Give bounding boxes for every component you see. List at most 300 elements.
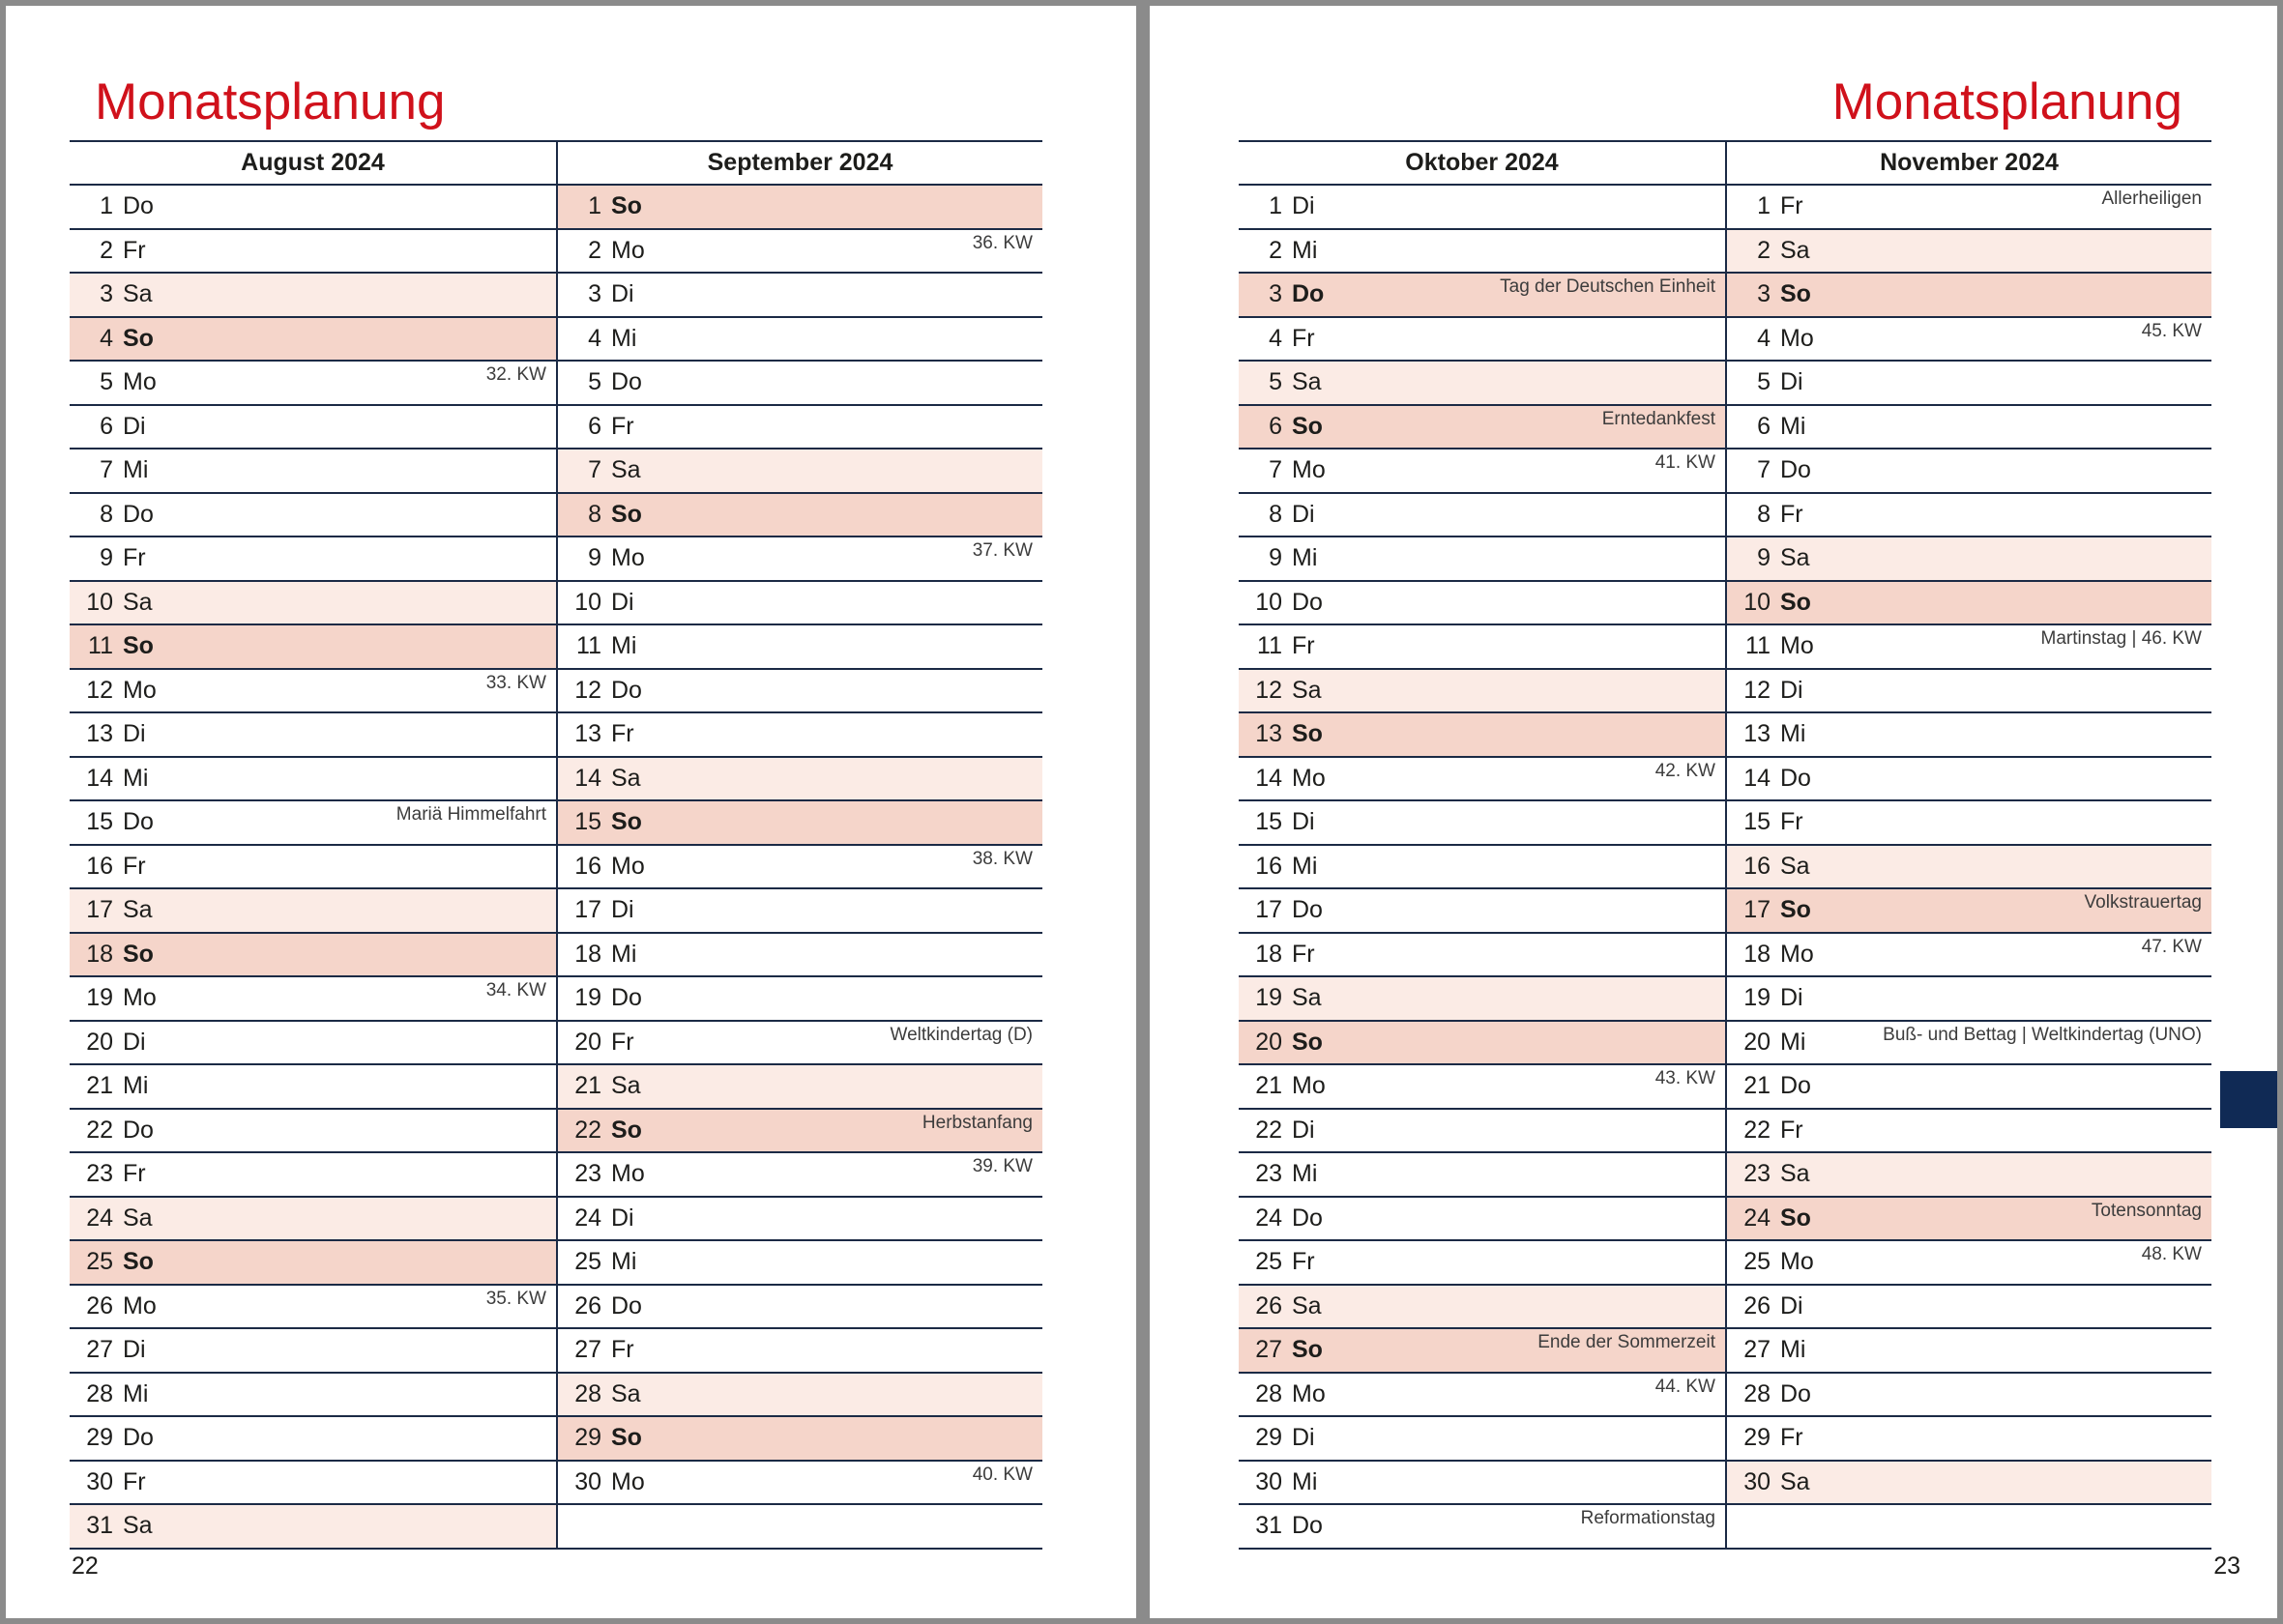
day-row (70, 1374, 556, 1418)
weekday-label: Mi (611, 1248, 637, 1276)
weekday-label: Mi (123, 764, 149, 792)
day-number: 1 (1757, 192, 1771, 220)
day-number: 27 (1743, 1336, 1771, 1364)
day-row (70, 1241, 556, 1286)
weekday-label: Fr (123, 1160, 146, 1188)
weekday-label: Di (611, 280, 634, 308)
day-row (1727, 977, 2211, 1022)
day-row (1239, 889, 1725, 934)
weekday-label: Sa (1292, 676, 1322, 704)
weekday-label: Sa (611, 1072, 641, 1100)
day-row (558, 582, 1042, 626)
weekday-label: Do (123, 192, 154, 220)
day-number: 6 (1269, 412, 1282, 440)
day-number: 25 (574, 1248, 601, 1276)
day-row (1239, 1022, 1725, 1066)
day-number: 18 (1255, 940, 1282, 968)
day-number: 25 (86, 1248, 113, 1276)
day-row (558, 1417, 1042, 1462)
weekday-label: Do (1780, 764, 1811, 792)
day-note: Mariä Himmelfahrt (395, 804, 546, 825)
day-note: Buß- und Bettag | Weltkindertag (UNO) (1883, 1024, 2202, 1045)
day-number: 12 (1743, 676, 1771, 704)
weekday-label: Mo (611, 236, 645, 264)
day-row (1239, 1065, 1725, 1110)
weekday-label: Sa (1292, 1291, 1322, 1320)
day-number: 21 (86, 1072, 113, 1100)
weekday-label: Mo (1780, 324, 1814, 352)
weekday-label: Do (611, 984, 642, 1012)
day-number: 8 (1757, 500, 1771, 528)
day-number: 2 (1757, 236, 1771, 264)
weekday-label: Mi (1292, 236, 1318, 264)
weekday-label: Mi (1292, 1160, 1318, 1188)
day-number: 3 (1757, 280, 1771, 308)
day-row (70, 582, 556, 626)
day-row (70, 713, 556, 758)
day-row (1727, 801, 2211, 846)
weekday-label: Do (123, 1424, 154, 1452)
day-number: 14 (86, 764, 113, 792)
month-header: November 2024 (1727, 140, 2211, 186)
day-number: 26 (1255, 1291, 1282, 1320)
day-row (1239, 1462, 1725, 1506)
day-row (1727, 1374, 2211, 1418)
day-number: 8 (1269, 500, 1282, 528)
weekday-label: So (611, 1116, 642, 1144)
day-row (70, 889, 556, 934)
day-note: Ende der Sommerzeit (1537, 1332, 1715, 1352)
day-number: 17 (574, 896, 601, 924)
day-note: 45. KW (2141, 320, 2202, 341)
day-number: 30 (86, 1467, 113, 1495)
day-number: 29 (86, 1424, 113, 1452)
weekday-label: Do (611, 1291, 642, 1320)
day-note: 40. KW (972, 1464, 1033, 1485)
day-number: 19 (1255, 984, 1282, 1012)
day-row (1239, 625, 1725, 670)
weekday-label: Do (1780, 1379, 1811, 1407)
day-row (70, 625, 556, 670)
weekday-label: Mo (611, 544, 645, 572)
day-number: 19 (86, 984, 113, 1012)
weekday-label: Di (123, 1028, 146, 1056)
day-row (1727, 1505, 2211, 1550)
day-number: 20 (1255, 1028, 1282, 1056)
day-number: 27 (86, 1336, 113, 1364)
day-row (1239, 230, 1725, 275)
day-row (1239, 1374, 1725, 1418)
weekday-label: Mi (1780, 1336, 1806, 1364)
day-note: 37. KW (972, 540, 1033, 561)
day-row (1727, 1286, 2211, 1330)
day-row (1727, 1065, 2211, 1110)
weekday-label: Fr (611, 1028, 634, 1056)
month-column-september (558, 140, 1042, 1550)
day-row (1239, 977, 1725, 1022)
day-row (1727, 713, 2211, 758)
weekday-label: Fr (123, 1467, 146, 1495)
day-number: 30 (574, 1467, 601, 1495)
weekday-label: Sa (1292, 368, 1322, 396)
day-row (558, 1065, 1042, 1110)
weekday-label: Fr (611, 412, 634, 440)
weekday-label: Di (123, 720, 146, 748)
day-number: 18 (86, 940, 113, 968)
day-row (558, 846, 1042, 890)
weekday-label: Mi (123, 1379, 149, 1407)
day-number: 20 (574, 1028, 601, 1056)
day-note: Volkstrauertag (2084, 892, 2202, 913)
weekday-label: Mo (123, 984, 157, 1012)
day-number: 12 (574, 676, 601, 704)
day-number: 7 (100, 456, 113, 484)
day-number: 24 (1255, 1204, 1282, 1232)
weekday-label: Di (1292, 1116, 1315, 1144)
day-row (1239, 406, 1725, 450)
day-number: 13 (1255, 720, 1282, 748)
weekday-label: Do (611, 676, 642, 704)
day-row (1727, 186, 2211, 230)
weekday-label: So (1292, 720, 1323, 748)
day-number: 7 (1757, 456, 1771, 484)
day-number: 13 (86, 720, 113, 748)
day-row (558, 494, 1042, 538)
register-tab (2220, 1071, 2277, 1128)
day-number: 24 (86, 1204, 113, 1232)
day-row (1239, 450, 1725, 494)
weekday-label: Do (123, 500, 154, 528)
day-row (558, 406, 1042, 450)
day-row (70, 1462, 556, 1506)
day-number: 1 (1269, 192, 1282, 220)
day-row (1727, 1022, 2211, 1066)
right-page (1150, 6, 2277, 1618)
day-row (1239, 1153, 1725, 1198)
day-row (70, 1286, 556, 1330)
weekday-label: So (1780, 588, 1811, 616)
month-grid (70, 140, 1042, 1550)
day-row (1239, 934, 1725, 978)
day-row (1727, 625, 2211, 670)
weekday-label: Di (1780, 1291, 1803, 1320)
day-note: Tag der Deutschen Einheit (1500, 276, 1715, 297)
weekday-label: Do (1292, 1512, 1323, 1540)
day-number: 11 (576, 632, 601, 660)
day-note: Reformationstag (1580, 1508, 1715, 1528)
weekday-label: So (123, 632, 154, 660)
weekday-label: Mo (1292, 764, 1326, 792)
day-note: Weltkindertag (D) (890, 1024, 1033, 1045)
day-number: 6 (588, 412, 601, 440)
day-number: 7 (1269, 456, 1282, 484)
day-number: 12 (1255, 676, 1282, 704)
day-note: 32. KW (485, 364, 546, 385)
weekday-label: Do (1292, 280, 1325, 308)
day-note: 41. KW (1654, 452, 1715, 473)
day-row (70, 758, 556, 802)
day-row (1727, 362, 2211, 406)
weekday-label: Do (1780, 1072, 1811, 1100)
day-row (1727, 406, 2211, 450)
weekday-label: Sa (123, 1512, 153, 1540)
weekday-label: Di (611, 896, 634, 924)
day-number: 2 (100, 236, 113, 264)
day-number: 10 (86, 588, 113, 616)
weekday-label: Mo (1780, 632, 1814, 660)
weekday-label: Mi (1780, 1028, 1806, 1056)
day-note: 34. KW (485, 980, 546, 1000)
day-number: 18 (574, 940, 601, 968)
day-row (70, 670, 556, 714)
day-note: 36. KW (972, 232, 1033, 253)
weekday-label: Fr (123, 236, 146, 264)
weekday-label: Mo (1780, 940, 1814, 968)
day-number: 29 (574, 1424, 601, 1452)
day-number: 2 (1269, 236, 1282, 264)
month-column-november (1727, 140, 2211, 1550)
day-number: 17 (86, 896, 113, 924)
day-row (1239, 537, 1725, 582)
weekday-label: So (123, 940, 154, 968)
day-row (1727, 1241, 2211, 1286)
day-number: 15 (86, 808, 113, 836)
day-row (1239, 1110, 1725, 1154)
day-row (1727, 450, 2211, 494)
weekday-label: So (1292, 1028, 1323, 1056)
weekday-label: Mi (1292, 544, 1318, 572)
weekday-label: Sa (1780, 1160, 1810, 1188)
day-row (70, 362, 556, 406)
page-number: 23 (2213, 1552, 2240, 1580)
weekday-label: Mi (1292, 1467, 1318, 1495)
day-number: 12 (86, 676, 113, 704)
day-number: 24 (1743, 1204, 1771, 1232)
day-number: 4 (100, 324, 113, 352)
day-note: 48. KW (2141, 1244, 2202, 1264)
day-number: 29 (1255, 1424, 1282, 1452)
day-row (70, 230, 556, 275)
day-number: 21 (1743, 1072, 1771, 1100)
day-number: 25 (1743, 1248, 1771, 1276)
day-number: 11 (1257, 632, 1282, 660)
day-number: 4 (1269, 324, 1282, 352)
day-row (1239, 713, 1725, 758)
day-note: Martinstag | 46. KW (2040, 628, 2202, 649)
weekday-label: Sa (611, 1379, 641, 1407)
weekday-label: Mi (1780, 412, 1806, 440)
weekday-label: Mi (1292, 852, 1318, 880)
day-row (1239, 1417, 1725, 1462)
day-row (1239, 670, 1725, 714)
day-row (70, 1110, 556, 1154)
day-number: 15 (1743, 808, 1771, 836)
weekday-label: Do (123, 808, 154, 836)
weekday-label: Sa (1780, 1467, 1810, 1495)
day-row (1239, 362, 1725, 406)
weekday-label: Mi (611, 324, 637, 352)
day-row (1239, 494, 1725, 538)
day-row (1727, 1417, 2211, 1462)
weekday-label: So (1780, 896, 1811, 924)
weekday-label: Sa (1780, 852, 1810, 880)
day-row (1239, 1198, 1725, 1242)
weekday-label: Di (1780, 984, 1803, 1012)
day-row (1239, 758, 1725, 802)
day-number: 16 (86, 852, 113, 880)
month-column-october (1239, 140, 1727, 1550)
day-row (70, 934, 556, 978)
weekday-label: Di (1780, 676, 1803, 704)
day-row (70, 537, 556, 582)
day-row (70, 318, 556, 362)
day-number: 3 (588, 280, 601, 308)
weekday-label: Fr (1780, 500, 1803, 528)
day-number: 24 (574, 1204, 601, 1232)
day-row (1727, 318, 2211, 362)
day-row (558, 1286, 1042, 1330)
weekday-label: So (611, 192, 642, 220)
day-row (558, 713, 1042, 758)
weekday-label: Fr (1292, 940, 1315, 968)
day-number: 9 (1269, 544, 1282, 572)
page-title: Monatsplanung (1831, 73, 2182, 130)
day-row (70, 186, 556, 230)
day-note: Erntedankfest (1601, 408, 1715, 429)
weekday-label: Di (611, 588, 634, 616)
day-row (1239, 1241, 1725, 1286)
weekday-label: So (1780, 1204, 1811, 1232)
weekday-label: Sa (123, 1204, 153, 1232)
day-number: 16 (574, 852, 601, 880)
day-row (1727, 670, 2211, 714)
weekday-label: Di (1292, 500, 1315, 528)
day-row (70, 846, 556, 890)
weekday-label: So (611, 808, 642, 836)
day-row (558, 1505, 1042, 1550)
day-note: 42. KW (1654, 760, 1715, 781)
weekday-label: Fr (1780, 192, 1803, 220)
day-number: 15 (574, 808, 601, 836)
weekday-label: Fr (1780, 1424, 1803, 1452)
day-row (1727, 1110, 2211, 1154)
weekday-label: Mo (1292, 456, 1326, 484)
day-row (1727, 274, 2211, 318)
day-number: 28 (1255, 1379, 1282, 1407)
day-number: 29 (1743, 1424, 1771, 1452)
day-number: 21 (1255, 1072, 1282, 1100)
day-number: 31 (1255, 1512, 1282, 1540)
day-row (70, 406, 556, 450)
day-note: Allerheiligen (2101, 188, 2202, 209)
day-number: 1 (100, 192, 113, 220)
day-row (1727, 1198, 2211, 1242)
day-row (558, 758, 1042, 802)
day-row (1239, 1329, 1725, 1374)
month-header: August 2024 (70, 140, 556, 186)
day-number: 31 (86, 1512, 113, 1540)
weekday-label: Mo (611, 852, 645, 880)
day-number: 7 (588, 456, 601, 484)
day-row (70, 1505, 556, 1550)
day-row (558, 1198, 1042, 1242)
day-row (1727, 934, 2211, 978)
day-note: 35. KW (485, 1288, 546, 1309)
day-row (558, 186, 1042, 230)
day-number: 21 (574, 1072, 601, 1100)
day-row (558, 934, 1042, 978)
day-row (558, 450, 1042, 494)
day-number: 22 (86, 1116, 113, 1144)
day-number: 14 (1743, 764, 1771, 792)
day-row (1727, 1462, 2211, 1506)
day-number: 19 (574, 984, 601, 1012)
day-number: 23 (1255, 1160, 1282, 1188)
left-page (6, 6, 1136, 1618)
day-number: 11 (1745, 632, 1771, 660)
day-number: 6 (1757, 412, 1771, 440)
day-row (558, 274, 1042, 318)
weekday-label: Sa (611, 764, 641, 792)
day-note: 43. KW (1654, 1068, 1715, 1088)
day-row (70, 494, 556, 538)
day-row (558, 801, 1042, 846)
weekday-label: Do (1292, 588, 1323, 616)
weekday-label: Mo (1292, 1072, 1326, 1100)
day-number: 27 (1255, 1336, 1282, 1364)
month-header: Oktober 2024 (1239, 140, 1725, 186)
weekday-label: Sa (123, 280, 153, 308)
day-number: 28 (1743, 1379, 1771, 1407)
weekday-label: Di (1292, 1424, 1315, 1452)
month-column-august (70, 140, 558, 1550)
weekday-label: So (1292, 412, 1323, 440)
day-row (558, 318, 1042, 362)
day-row (1727, 1329, 2211, 1374)
day-row (1727, 758, 2211, 802)
day-number: 10 (1255, 588, 1282, 616)
weekday-label: Di (1292, 808, 1315, 836)
day-row (558, 670, 1042, 714)
day-row (70, 1198, 556, 1242)
day-number: 5 (588, 368, 601, 396)
day-number: 6 (100, 412, 113, 440)
day-number: 19 (1743, 984, 1771, 1012)
weekday-label: Mo (1780, 1248, 1814, 1276)
day-number: 17 (1255, 896, 1282, 924)
day-number: 8 (588, 500, 601, 528)
day-row (1727, 494, 2211, 538)
weekday-label: Fr (611, 720, 634, 748)
day-number: 4 (1757, 324, 1771, 352)
day-number: 28 (574, 1379, 601, 1407)
weekday-label: Fr (123, 852, 146, 880)
day-row (70, 274, 556, 318)
day-number: 8 (100, 500, 113, 528)
day-row (70, 1022, 556, 1066)
day-row (558, 537, 1042, 582)
weekday-label: Mo (123, 1291, 157, 1320)
day-row (1239, 846, 1725, 890)
day-row (70, 1153, 556, 1198)
day-row (70, 1417, 556, 1462)
day-number: 20 (86, 1028, 113, 1056)
day-number: 26 (574, 1291, 601, 1320)
weekday-label: So (1780, 280, 1811, 308)
day-number: 18 (1743, 940, 1771, 968)
day-row (70, 450, 556, 494)
day-note: 38. KW (972, 848, 1033, 869)
